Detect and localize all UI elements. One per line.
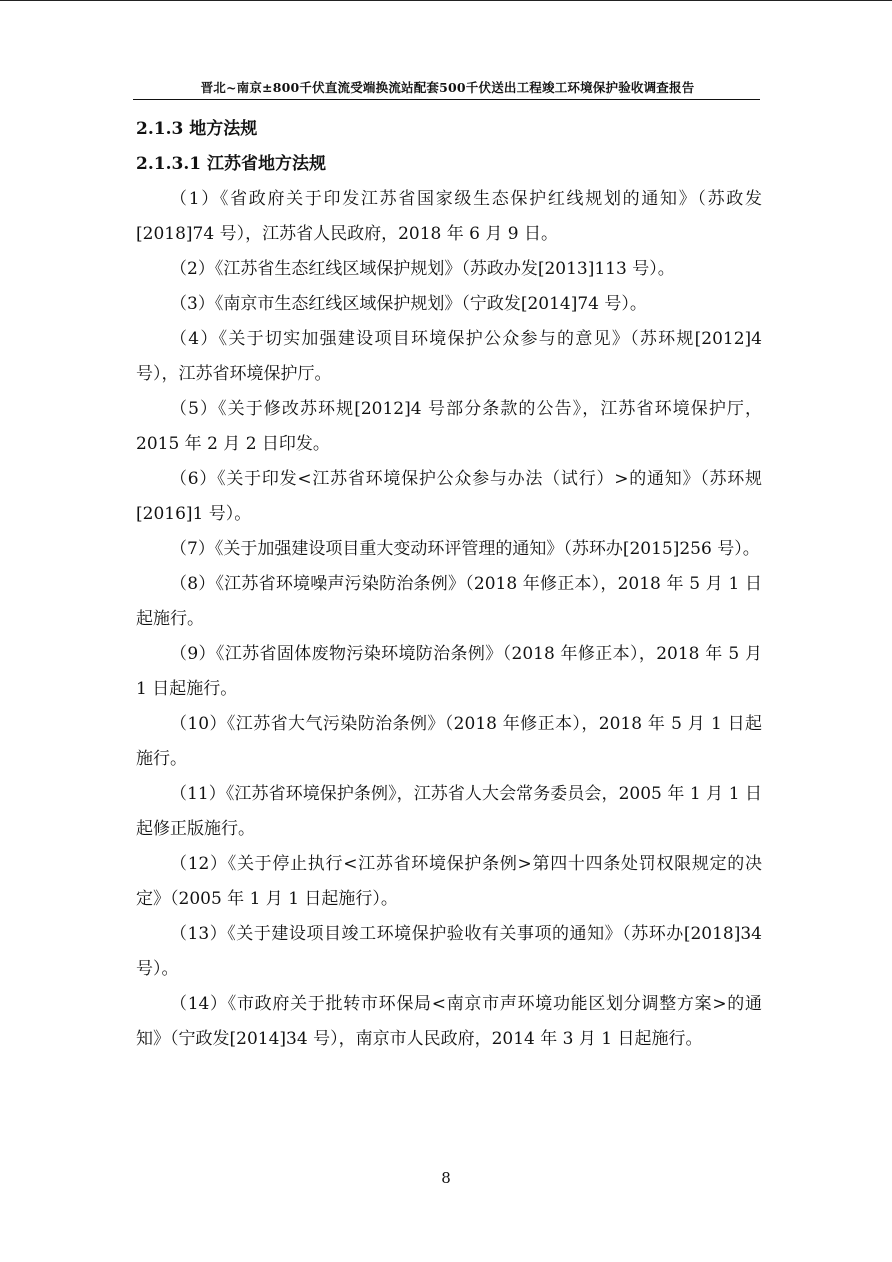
page-number: 8: [441, 1169, 451, 1187]
regulation-item-3: （3）《南京市生态红线区域保护规划》（宁政发[2014]74 号）。: [170, 294, 647, 314]
section-heading: 2.1.3 地方法规: [136, 119, 258, 139]
regulation-item-7: （7）《关于加强建设项目重大变动环评管理的通知》（苏环办[2015]256 号）。: [170, 539, 760, 559]
regulation-item-4: （4）《关于切实加强建设项目环境保护公众参与的意见》（苏环规[2012]4 号），江苏省环境保护厅。: [136, 329, 762, 384]
regulation-item-9: （9）《江苏省固体废物污染环境防治条例》（2018 年修正本），2018 年 5 月 1 日起施行。: [136, 644, 762, 699]
page-top-border: [0, 0, 892, 1]
regulation-item-14: （14）《市政府关于批转市环保局<南京市声环境功能区划分调整方案>的通知》（宁政发[2014]34 号），南京市人民政府，2014 年 3 月 1 日起施行。: [136, 994, 762, 1049]
header-rule: [133, 99, 760, 100]
subsection-heading: 2.1.3.1 江苏省地方法规: [136, 154, 326, 174]
document-body: [136, 112, 762, 1057]
running-header: 晋北~南京±800千伏直流受端换流站配套500千伏送出工程竣工环境保护验收调查报告: [200, 80, 695, 95]
regulation-item-10: （10）《江苏省大气污染防治条例》（2018 年修正本），2018 年 5 月 1 日起施行。: [136, 714, 762, 769]
regulation-item-1: （1）《省政府关于印发江苏省国家级生态保护红线规划的通知》（苏政发[2018]74 号），江苏省人民政府，2018 年 6 月 9 日。: [136, 189, 762, 244]
regulation-item-2: （2）《江苏省生态红线区域保护规划》（苏政办发[2013]113 号）。: [170, 259, 675, 279]
regulation-item-11: （11）《江苏省环境保护条例》，江苏省人大会常务委员会，2005 年 1 月 1 日起修正版施行。: [136, 784, 762, 839]
regulation-item-13: （13）《关于建设项目竣工环境保护验收有关事项的通知》（苏环办[2018]34 号）。: [136, 924, 762, 979]
regulation-item-12: （12）《关于停止执行<江苏省环境保护条例>第四十四条处罚权限规定的决定》（2005 年 1 月 1 日起施行）。: [136, 854, 762, 909]
regulation-item-6: （6）《关于印发<江苏省环境保护公众参与办法（试行）>的通知》（苏环规[2016]1 号）。: [136, 469, 762, 524]
regulation-item-5: （5）《关于修改苏环规[2012]4 号部分条款的公告》，江苏省环境保护厅，2015 年 2 月 2 日印发。: [136, 399, 762, 454]
regulation-item-8: （8）《江苏省环境噪声污染防治条例》（2018 年修正本），2018 年 5 月 1 日起施行。: [136, 574, 762, 629]
